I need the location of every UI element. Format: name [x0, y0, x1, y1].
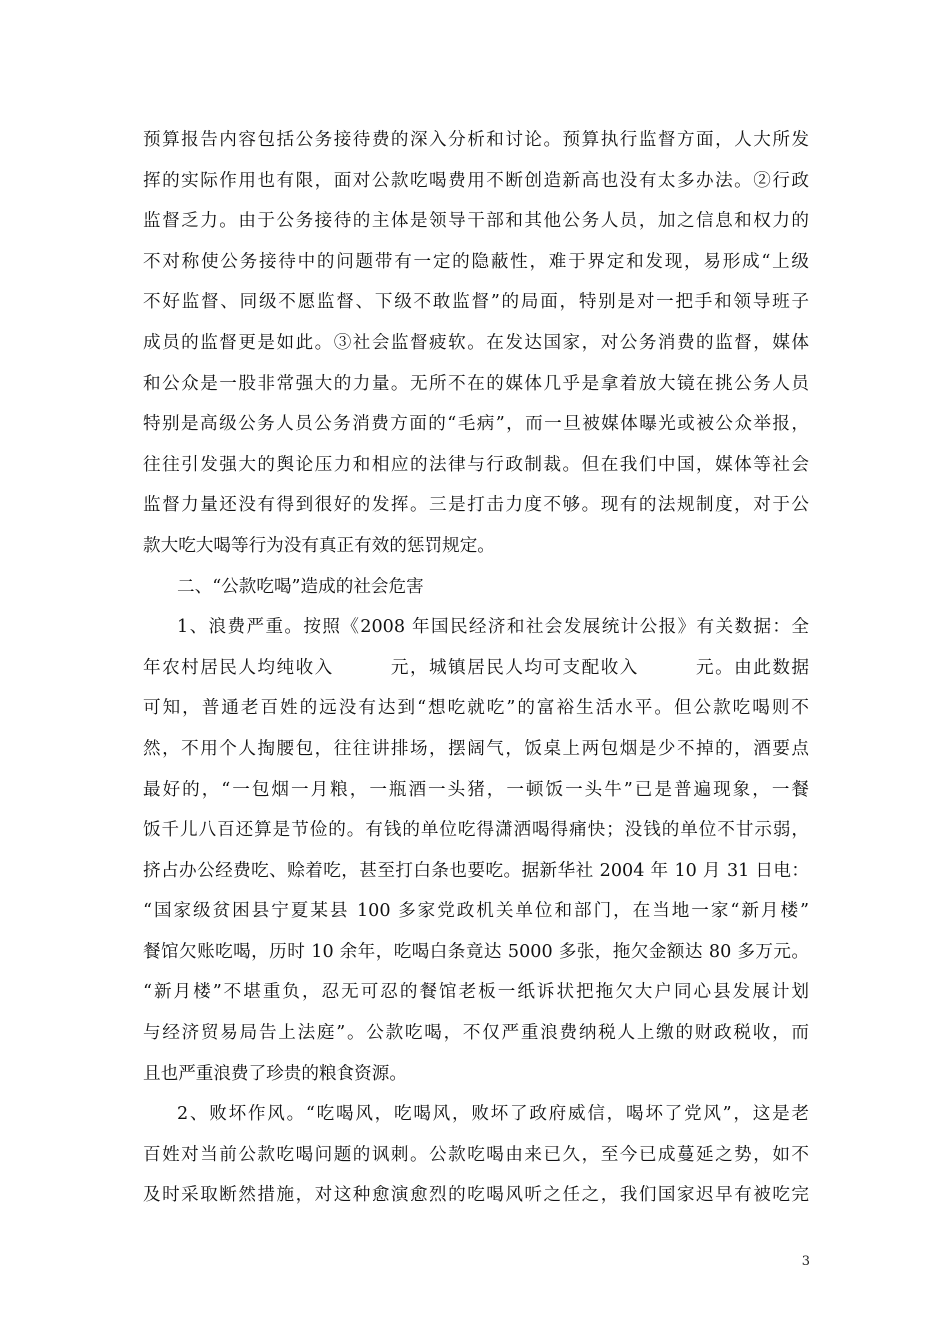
text-line: 和公众是一股非常强大的力量。无所不在的媒体几乎是拿着放大镜在挑公务人员: [143, 373, 809, 394]
text-line: “新月楼”不堪重负，忍无可忍的餐馆老板一纸诉状把拖欠大户同心县发展计划: [143, 982, 809, 1003]
text-line: 成员的监督更是如此。③社会监督疲软。在发达国家，对公务消费的监督，媒体: [143, 332, 809, 353]
text-line: 监督力量还没有得到很好的发挥。三是打击力度不够。现有的法规制度，对于公: [143, 495, 809, 516]
text-line: 与经济贸易局告上法庭”。公款吃喝，不仅严重浪费纳税人上缴的财政税收，而: [143, 1023, 809, 1044]
text-line: 挥的实际作用也有限，面对公款吃喝费用不断创造新高也没有太多办法。②行政: [143, 170, 809, 191]
section-heading: 二、“公款吃喝”造成的社会危害: [177, 576, 424, 597]
page-number: 3: [801, 1254, 810, 1269]
text-line: 不对称使公务接待中的问题带有一定的隐蔽性，难于界定和发现，易形成“上级: [143, 251, 809, 272]
text-line: 往往引发强大的舆论压力和相应的法律与行政制裁。但在我们中国，媒体等社会: [143, 454, 809, 475]
text-line: 不好监督、同级不愿监督、下级不敢监督”的局面，特别是对一把手和领导班子: [143, 292, 809, 313]
text-line: 且也严重浪费了珍贵的粮食资源。: [143, 1063, 407, 1084]
text-line: 1、浪费严重。按照《2008 年国民经济和社会发展统计公报》有关数据：全: [177, 617, 809, 638]
text-line: 百姓对当前公款吃喝问题的讽刺。公款吃喝由来已久，至今已成蔓延之势，如不: [143, 1144, 809, 1165]
text-line: 餐馆欠账吃喝，历时 10 余年，吃喝白条竟达 5000 多张，拖欠金额达 80 多万元。: [143, 941, 809, 962]
text-line: 饭千儿八百还算是节俭的。有钱的单位吃得潇洒喝得痛快；没钱的单位不甘示弱，: [143, 820, 809, 841]
text-line: 预算报告内容包括公务接待费的深入分析和讨论。预算执行监督方面，人大所发: [143, 130, 809, 150]
text-line: 然，不用个人掏腰包，往往讲排场，摆阔气，饭桌上两包烟是少不掉的，酒要点: [143, 738, 809, 759]
text-line: 2、败坏作风。“吃喝风，吃喝风，败坏了政府威信，喝坏了党风”，这是老: [177, 1104, 809, 1125]
text-line: 及时采取断然措施，对这种愈演愈烈的吃喝风听之任之，我们国家迟早有被吃完: [143, 1185, 809, 1206]
text-line: 监督乏力。由于公务接待的主体是领导干部和其他公务人员，加之信息和权力的: [143, 211, 809, 232]
text-line: 款大吃大喝等行为没有真正有效的惩罚规定。: [143, 535, 495, 556]
text-line: 年农村居民人均纯收入 元，城镇居民人均可支配收入 元。由此数据: [143, 657, 809, 678]
text-line: 可知，普通老百姓的远没有达到“想吃就吃”的富裕生活水平。但公款吃喝则不: [143, 698, 809, 719]
text-line: “国家级贫困县宁夏某县 100 多家党政机关单位和部门，在当地一家“新月楼”: [143, 901, 809, 922]
document-body: [143, 120, 809, 1216]
text-line: 挤占办公经费吃、赊着吃，甚至打白条也要吃。据新华社 2004 年 10 月 31 日电：: [143, 860, 809, 881]
text-line: 特别是高级公务人员公务消费方面的“毛病”，而一旦被媒体曝光或被公众举报，: [143, 414, 809, 435]
text-line: 最好的，“一包烟一月粮，一瓶酒一头猪，一顿饭一头牛”已是普遍现象，一餐: [143, 779, 809, 800]
